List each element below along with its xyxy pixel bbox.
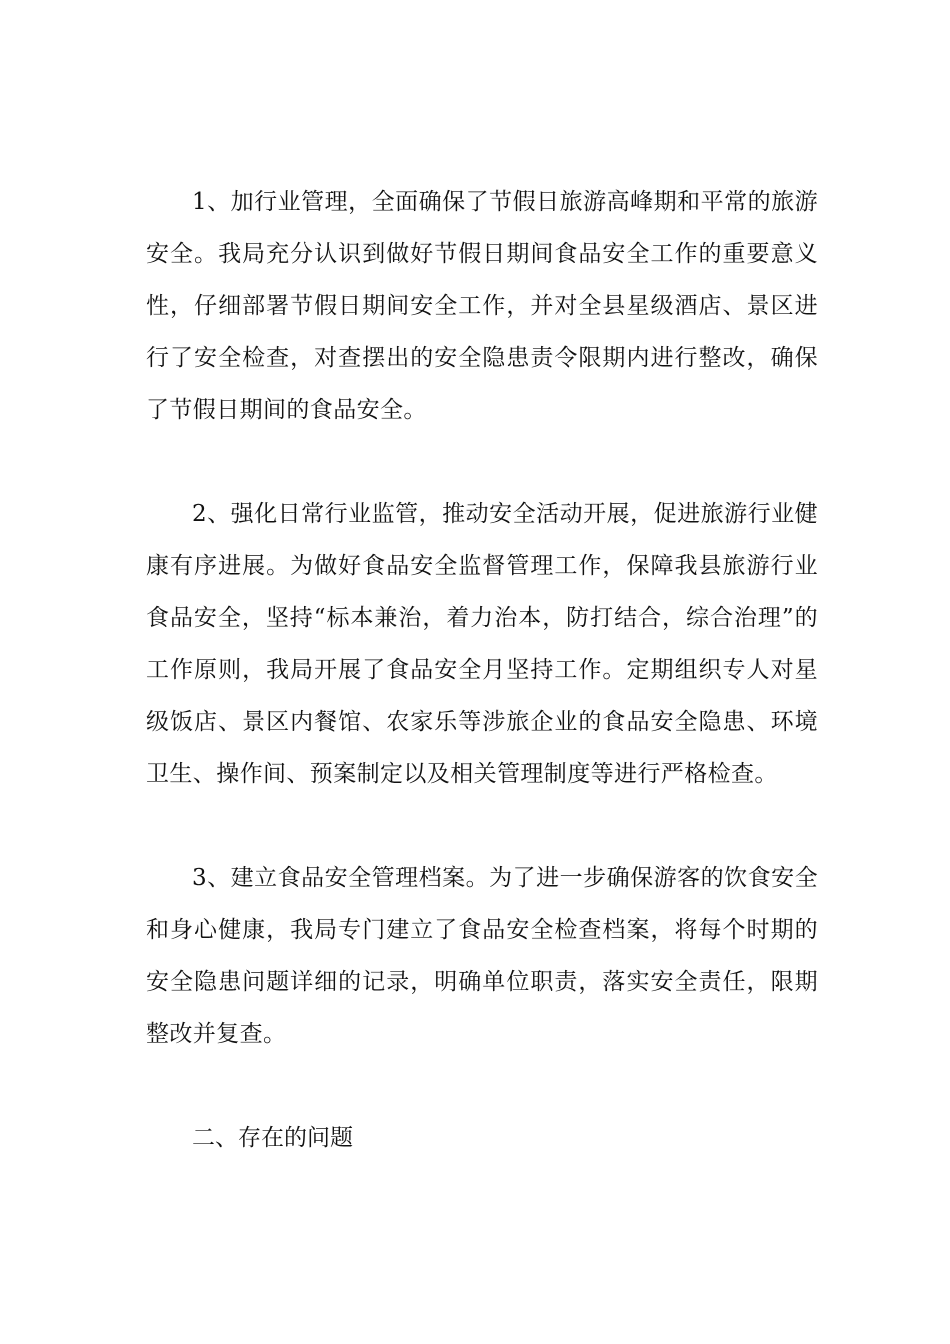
paragraph-2: 2、强化日常行业监管，推动安全活动开展，促进旅游行业健康有序进展。为做好食品安全监督管理工作，保障我县旅游行业食品安全，坚持“标本兼治，着力治本，防打结合，综合治理”的工作原则，我局开展了食品安全月坚持工作。定期组织专人对星级饭店、景区内餐馆、农家乐等涉旅企业的食品安全隐患、环境卫生、操作间、预案制定以及相关管理制度等进行严格检查。	[146, 501, 818, 787]
paragraph-1: 1、加行业管理，全面确保了节假日旅游高峰期和平常的旅游安全。我局充分认识到做好节假日期间食品安全工作的重要意义性，仔细部署节假日期间安全工作，并对全县星级酒店、景区进行了安全检查，对查摆出的安全隐患责令限期内进行整改，确保了节假日期间的食品安全。	[146, 189, 818, 423]
paragraph-3: 3、建立食品安全管理档案。为了进一步确保游客的饮食安全和身心健康，我局专门建立了食品安全检查档案，将每个时期的安全隐患问题详细的记录，明确单位职责，落实安全责任，限期整改并复查。	[146, 865, 818, 1047]
document-body	[146, 176, 818, 1164]
section-heading: 二、存在的问题	[192, 1125, 353, 1151]
